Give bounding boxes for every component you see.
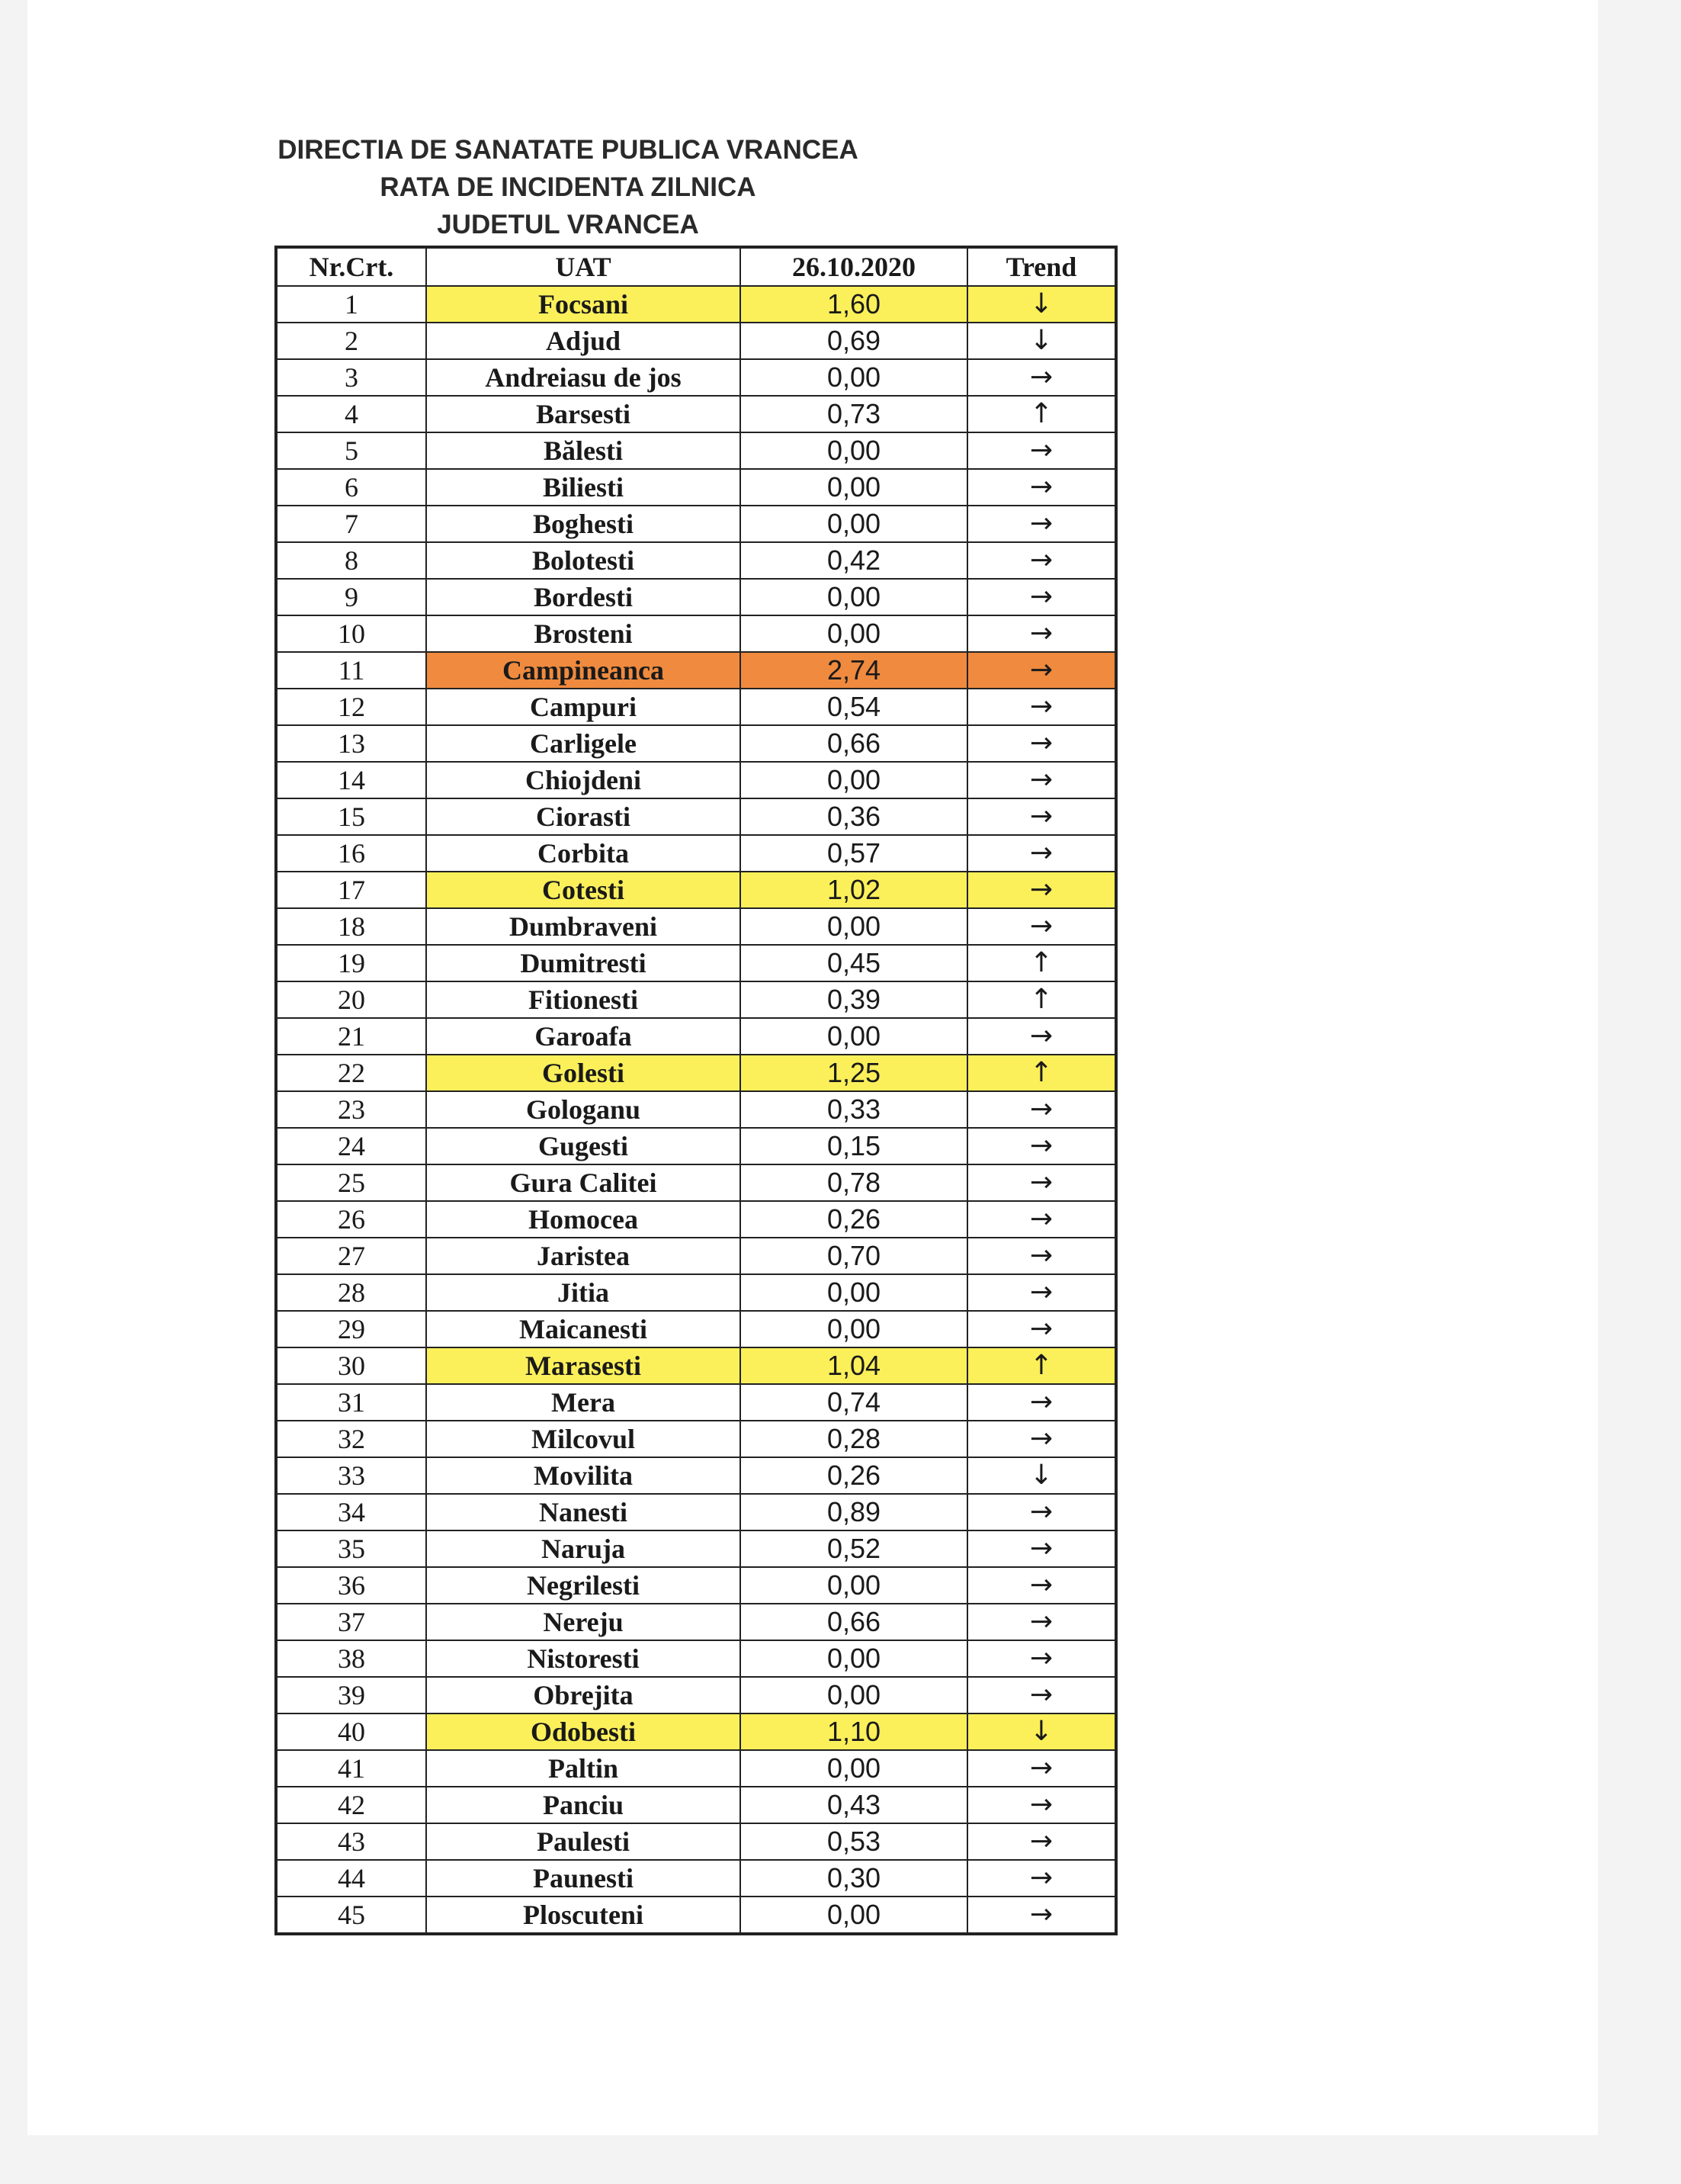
row-number: 4 [276, 396, 426, 432]
incidence-rate: 0,74 [740, 1384, 967, 1421]
row-number: 16 [276, 835, 426, 872]
uat-name: Jaristea [426, 1238, 740, 1274]
table-row [276, 725, 1116, 762]
incidence-rate: 0,00 [740, 359, 967, 396]
incidence-rate: 1,10 [740, 1713, 967, 1750]
incidence-rate: 0,26 [740, 1457, 967, 1494]
row-number: 41 [276, 1750, 426, 1787]
incidence-rate: 0,00 [740, 469, 967, 506]
uat-name: Fitionesti [426, 981, 740, 1018]
row-number: 34 [276, 1494, 426, 1530]
uat-name: Garoafa [426, 1018, 740, 1055]
trend-arrow-icon: → [967, 1311, 1116, 1347]
row-number: 43 [276, 1823, 426, 1860]
row-number: 39 [276, 1677, 426, 1713]
uat-name: Marasesti [426, 1347, 740, 1384]
trend-arrow-icon: → [967, 615, 1116, 652]
incidence-rate: 0,00 [740, 1567, 967, 1604]
trend-arrow-icon: ↓ [967, 286, 1116, 323]
table-body [276, 286, 1116, 1934]
table-row [276, 1018, 1116, 1055]
table-row [276, 1457, 1116, 1494]
uat-name: Boghesti [426, 506, 740, 542]
table-row [276, 1238, 1116, 1274]
row-number: 17 [276, 872, 426, 908]
trend-arrow-icon: ↓ [967, 1713, 1116, 1750]
trend-arrow-icon: → [967, 1274, 1116, 1311]
table-row [276, 1897, 1116, 1934]
incidence-rate: 0,00 [740, 615, 967, 652]
trend-arrow-icon: → [967, 1018, 1116, 1055]
row-number: 5 [276, 432, 426, 469]
incidence-rate: 0,66 [740, 1604, 967, 1640]
table-row [276, 652, 1116, 689]
uat-name: Ciorasti [426, 798, 740, 835]
incidence-rate: 0,00 [740, 1677, 967, 1713]
table-row [276, 286, 1116, 323]
table-row [276, 1823, 1116, 1860]
row-number: 1 [276, 286, 426, 323]
incidence-rate: 0,45 [740, 945, 967, 981]
incidence-rate: 0,66 [740, 725, 967, 762]
table-row [276, 1091, 1116, 1128]
incidence-rate: 0,36 [740, 798, 967, 835]
trend-arrow-icon: ↑ [967, 945, 1116, 981]
incidence-rate: 0,33 [740, 1091, 967, 1128]
incidence-rate: 0,00 [740, 1640, 967, 1677]
incidence-rate: 0,00 [740, 506, 967, 542]
row-number: 9 [276, 579, 426, 615]
incidence-rate: 0,78 [740, 1164, 967, 1201]
row-number: 44 [276, 1860, 426, 1897]
column-header-uat: UAT [426, 247, 740, 286]
row-number: 10 [276, 615, 426, 652]
trend-arrow-icon: → [967, 1860, 1116, 1897]
trend-arrow-icon: → [967, 1604, 1116, 1640]
incidence-rate: 1,04 [740, 1347, 967, 1384]
uat-name: Bălesti [426, 432, 740, 469]
row-number: 8 [276, 542, 426, 579]
table-row [276, 1055, 1116, 1091]
uat-name: Campineanca [426, 652, 740, 689]
uat-name: Corbita [426, 835, 740, 872]
row-number: 23 [276, 1091, 426, 1128]
incidence-rate: 0,54 [740, 689, 967, 725]
incidence-rate: 0,28 [740, 1421, 967, 1457]
trend-arrow-icon: → [967, 762, 1116, 798]
trend-arrow-icon: → [967, 1567, 1116, 1604]
uat-name: Gologanu [426, 1091, 740, 1128]
column-header-nr: Nr.Crt. [276, 247, 426, 286]
table-row [276, 542, 1116, 579]
incidence-rate: 0,00 [740, 432, 967, 469]
trend-arrow-icon: ↑ [967, 396, 1116, 432]
trend-arrow-icon: → [967, 1640, 1116, 1677]
table-row [276, 945, 1116, 981]
trend-arrow-icon: → [967, 1384, 1116, 1421]
uat-name: Gura Calitei [426, 1164, 740, 1201]
row-number: 45 [276, 1897, 426, 1934]
uat-name: Cotesti [426, 872, 740, 908]
uat-name: Brosteni [426, 615, 740, 652]
table-row [276, 1567, 1116, 1604]
incidence-rate: 2,74 [740, 652, 967, 689]
trend-arrow-icon: → [967, 1787, 1116, 1823]
uat-name: Dumitresti [426, 945, 740, 981]
trend-arrow-icon: → [967, 1494, 1116, 1530]
trend-arrow-icon: ↑ [967, 1347, 1116, 1384]
uat-name: Maicanesti [426, 1311, 740, 1347]
row-number: 20 [276, 981, 426, 1018]
incidence-rate: 0,00 [740, 1897, 967, 1934]
trend-arrow-icon: → [967, 908, 1116, 945]
row-number: 31 [276, 1384, 426, 1421]
table-row [276, 615, 1116, 652]
header-row [276, 247, 1116, 286]
trend-arrow-icon: → [967, 542, 1116, 579]
trend-arrow-icon: → [967, 1750, 1116, 1787]
incidence-rate: 0,69 [740, 323, 967, 359]
trend-arrow-icon: → [967, 432, 1116, 469]
row-number: 18 [276, 908, 426, 945]
header-subtitle: RATA DE INCIDENTA ZILNICA [380, 172, 756, 202]
uat-name: Movilita [426, 1457, 740, 1494]
row-number: 12 [276, 689, 426, 725]
row-number: 27 [276, 1238, 426, 1274]
trend-arrow-icon: ↑ [967, 981, 1116, 1018]
table-row [276, 981, 1116, 1018]
incidence-rate: 0,73 [740, 396, 967, 432]
incidence-rate: 0,00 [740, 1750, 967, 1787]
table-row [276, 1384, 1116, 1421]
table-row [276, 908, 1116, 945]
row-number: 7 [276, 506, 426, 542]
uat-name: Negrilesti [426, 1567, 740, 1604]
uat-name: Milcovul [426, 1421, 740, 1457]
table-row [276, 798, 1116, 835]
row-number: 32 [276, 1421, 426, 1457]
uat-name: Chiojdeni [426, 762, 740, 798]
table-row [276, 689, 1116, 725]
table-header [276, 247, 1116, 286]
row-number: 13 [276, 725, 426, 762]
uat-name: Dumbraveni [426, 908, 740, 945]
uat-name: Focsani [426, 286, 740, 323]
uat-name: Andreiasu de jos [426, 359, 740, 396]
table-row [276, 1677, 1116, 1713]
document-header [274, 131, 869, 243]
table-row [276, 1421, 1116, 1457]
table-row [276, 1128, 1116, 1164]
trend-arrow-icon: → [967, 798, 1116, 835]
trend-arrow-icon: → [967, 1238, 1116, 1274]
trend-arrow-icon: → [967, 1421, 1116, 1457]
incidence-rate: 0,70 [740, 1238, 967, 1274]
uat-name: Carligele [426, 725, 740, 762]
trend-arrow-icon: → [967, 1823, 1116, 1860]
incidence-rate: 0,89 [740, 1494, 967, 1530]
table-row [276, 1311, 1116, 1347]
table-row [276, 1787, 1116, 1823]
row-number: 26 [276, 1201, 426, 1238]
row-number: 25 [276, 1164, 426, 1201]
row-number: 11 [276, 652, 426, 689]
incidence-rate: 0,26 [740, 1201, 967, 1238]
header-county: JUDETUL VRANCEA [437, 210, 699, 239]
uat-name: Jitia [426, 1274, 740, 1311]
row-number: 38 [276, 1640, 426, 1677]
uat-name: Paulesti [426, 1823, 740, 1860]
incidence-rate: 0,00 [740, 1311, 967, 1347]
incidence-rate: 0,00 [740, 579, 967, 615]
trend-arrow-icon: → [967, 652, 1116, 689]
row-number: 6 [276, 469, 426, 506]
incidence-rate: 0,53 [740, 1823, 967, 1860]
trend-arrow-icon: → [967, 359, 1116, 396]
uat-name: Adjud [426, 323, 740, 359]
table-row [276, 432, 1116, 469]
incidence-rate: 0,00 [740, 1274, 967, 1311]
table-row [276, 506, 1116, 542]
trend-arrow-icon: → [967, 835, 1116, 872]
incidence-rate: 0,00 [740, 1018, 967, 1055]
table-row [276, 396, 1116, 432]
uat-name: Mera [426, 1384, 740, 1421]
row-number: 14 [276, 762, 426, 798]
uat-name: Obrejita [426, 1677, 740, 1713]
trend-arrow-icon: → [967, 1201, 1116, 1238]
row-number: 29 [276, 1311, 426, 1347]
uat-name: Biliesti [426, 469, 740, 506]
row-number: 36 [276, 1567, 426, 1604]
trend-arrow-icon: → [967, 469, 1116, 506]
uat-name: Nanesti [426, 1494, 740, 1530]
row-number: 2 [276, 323, 426, 359]
uat-name: Barsesti [426, 396, 740, 432]
table-row [276, 872, 1116, 908]
trend-arrow-icon: ↓ [967, 323, 1116, 359]
uat-name: Golesti [426, 1055, 740, 1091]
row-number: 42 [276, 1787, 426, 1823]
trend-arrow-icon: → [967, 1091, 1116, 1128]
row-number: 30 [276, 1347, 426, 1384]
row-number: 19 [276, 945, 426, 981]
uat-name: Nereju [426, 1604, 740, 1640]
table-row [276, 469, 1116, 506]
uat-name: Homocea [426, 1201, 740, 1238]
row-number: 15 [276, 798, 426, 835]
incidence-rate: 0,30 [740, 1860, 967, 1897]
incidence-rate: 1,60 [740, 286, 967, 323]
incidence-rate: 0,00 [740, 762, 967, 798]
trend-arrow-icon: → [967, 579, 1116, 615]
uat-name: Bordesti [426, 579, 740, 615]
table-row [276, 1201, 1116, 1238]
uat-name: Panciu [426, 1787, 740, 1823]
trend-arrow-icon: → [967, 506, 1116, 542]
uat-name: Gugesti [426, 1128, 740, 1164]
column-header-date: 26.10.2020 [740, 247, 967, 286]
table-row [276, 1274, 1116, 1311]
incidence-rate: 0,39 [740, 981, 967, 1018]
uat-name: Paunesti [426, 1860, 740, 1897]
uat-name: Naruja [426, 1530, 740, 1567]
trend-arrow-icon: → [967, 872, 1116, 908]
trend-arrow-icon: ↑ [967, 1055, 1116, 1091]
uat-name: Odobesti [426, 1713, 740, 1750]
row-number: 40 [276, 1713, 426, 1750]
table-row [276, 1604, 1116, 1640]
incidence-rate: 0,43 [740, 1787, 967, 1823]
table-row [276, 762, 1116, 798]
table-row [276, 323, 1116, 359]
incidence-rate: 0,00 [740, 908, 967, 945]
incidence-table [274, 246, 1118, 1935]
uat-name: Campuri [426, 689, 740, 725]
row-number: 37 [276, 1604, 426, 1640]
table-row [276, 1164, 1116, 1201]
table-row [276, 1750, 1116, 1787]
trend-arrow-icon: → [967, 689, 1116, 725]
incidence-rate: 1,25 [740, 1055, 967, 1091]
trend-arrow-icon: ↓ [967, 1457, 1116, 1494]
row-number: 28 [276, 1274, 426, 1311]
column-header-trend: Trend [967, 247, 1116, 286]
uat-name: Paltin [426, 1750, 740, 1787]
table-row [276, 579, 1116, 615]
table-row [276, 1640, 1116, 1677]
trend-arrow-icon: → [967, 1897, 1116, 1934]
table-row [276, 1347, 1116, 1384]
incidence-rate: 1,02 [740, 872, 967, 908]
table-row [276, 1713, 1116, 1750]
incidence-rate: 0,42 [740, 542, 967, 579]
trend-arrow-icon: → [967, 1677, 1116, 1713]
incidence-rate: 0,15 [740, 1128, 967, 1164]
trend-arrow-icon: → [967, 725, 1116, 762]
row-number: 3 [276, 359, 426, 396]
uat-name: Nistoresti [426, 1640, 740, 1677]
uat-name: Bolotesti [426, 542, 740, 579]
row-number: 24 [276, 1128, 426, 1164]
trend-arrow-icon: → [967, 1128, 1116, 1164]
row-number: 22 [276, 1055, 426, 1091]
header-institution: DIRECTIA DE SANATATE PUBLICA VRANCEA [277, 135, 858, 165]
uat-name: Ploscuteni [426, 1897, 740, 1934]
incidence-rate: 0,52 [740, 1530, 967, 1567]
row-number: 21 [276, 1018, 426, 1055]
trend-arrow-icon: → [967, 1530, 1116, 1567]
row-number: 33 [276, 1457, 426, 1494]
table-row [276, 1860, 1116, 1897]
table-row [276, 1530, 1116, 1567]
trend-arrow-icon: → [967, 1164, 1116, 1201]
table-row [276, 1494, 1116, 1530]
table-row [276, 359, 1116, 396]
table-row [276, 835, 1116, 872]
incidence-rate: 0,57 [740, 835, 967, 872]
row-number: 35 [276, 1530, 426, 1567]
